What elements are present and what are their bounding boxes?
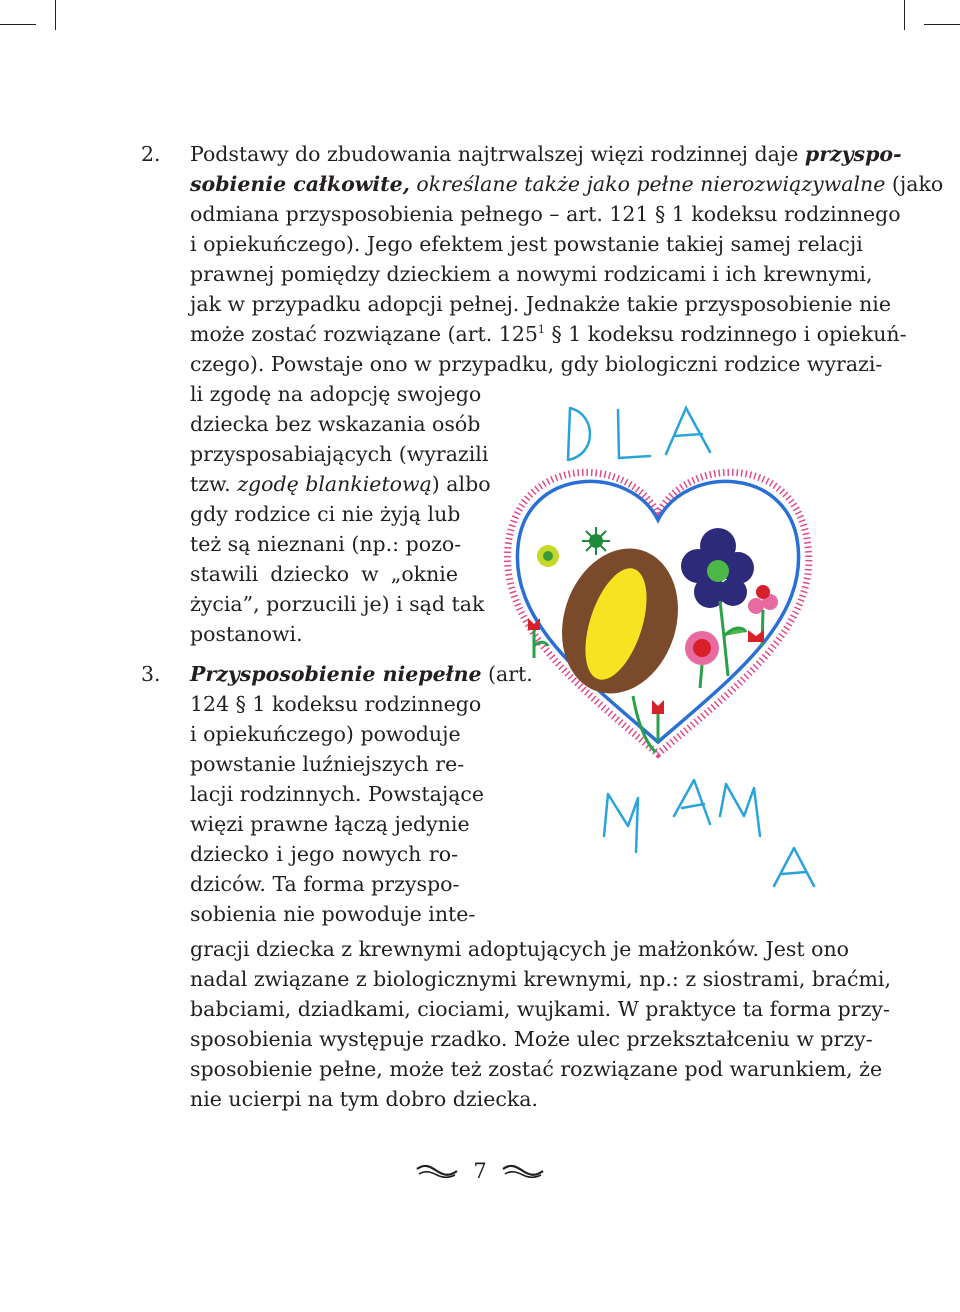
heart-drawing-illustration — [488, 396, 828, 906]
text-line: sposobienie pełne, może też zostać rozwiązane pod warunkiem, że — [190, 1057, 883, 1081]
text-line: dziecka bez wskazania osób — [190, 412, 481, 436]
text-line: i opiekuńczego) powoduje — [190, 722, 461, 746]
crop-mark — [0, 24, 36, 25]
text-line: więzi prawne łączą jedynie — [190, 812, 470, 836]
small-yellow-flower-illustration — [537, 545, 559, 567]
text-line: Podstawy do zbudowania najtrwalszej więzi rodzinnej daje przyspo- — [190, 142, 902, 166]
text-line: li zgodę na adopcję swojego — [190, 382, 482, 406]
child-drawing — [488, 396, 828, 906]
text-line: życia”, porzucili je) i sąd tak — [190, 592, 485, 616]
text-line: dziców. Ta forma przyspo- — [190, 872, 460, 896]
defined-term: Przysposobienie niepełne — [190, 662, 482, 686]
text-line: stawili dziecko w „oknie — [190, 562, 458, 586]
text-line: i opiekuńczego). Jego efektem jest powstanie takiej samej relacji — [190, 232, 863, 256]
right-ornament-icon — [501, 1161, 545, 1181]
text-line: prawnej pomiędzy dzieckiem a nowymi rodzicami i ich krewnymi, — [190, 262, 873, 286]
text-line: może zostać rozwiązane (art. $125^1$ § 1 kodeksu rodzinnego i opiekuń- — [190, 322, 907, 346]
handwritten-mama-text — [604, 780, 814, 886]
text-line: też są nieznani (np.: pozo- — [190, 532, 462, 556]
crop-mark — [904, 0, 905, 30]
text-line: czego). Powstaje ono w przypadku, gdy biologiczni rodzice wyrazi- — [190, 352, 883, 376]
text-line: Przysposobienie niepełne (art. — [190, 662, 533, 686]
text-line: sobienia nie powoduje inte- — [190, 902, 476, 926]
green-sun-illustration — [582, 527, 610, 555]
crop-mark — [924, 24, 960, 25]
text-line: nadal związane z biologicznymi krewnymi, np.: z siostrami, braćmi, — [190, 967, 891, 991]
large-sunflower-illustration — [544, 533, 696, 752]
superscript: 1 — [537, 323, 545, 336]
text-line: jak w przypadku adopcji pełnej. Jednakże takie przysposobienie nie — [190, 292, 891, 316]
text-line: nie ucierpi na tym dobro dziecka. — [190, 1087, 538, 1111]
list-number-2: 2. — [141, 142, 161, 166]
page-footer — [0, 1154, 960, 1186]
text-line: powstanie luźniejszych re- — [190, 752, 465, 776]
text-line: lacji rodzinnych. Powstające — [190, 782, 485, 806]
text-line: dziecko i jego nowych ro- — [190, 842, 458, 866]
defined-term: sobienie całkowite, — [190, 172, 410, 196]
list-number-3: 3. — [141, 662, 161, 686]
text-line: tzw. zgodę blankietową) albo — [190, 472, 491, 496]
text-line: przysposabiających (wyrazili — [190, 442, 489, 466]
left-ornament-icon — [415, 1161, 459, 1181]
bottom-tulip-illustration — [652, 700, 664, 741]
text-line: sobienie całkowite, określane także jako pełne nierozwiązywalne (jako — [190, 172, 944, 196]
crop-mark — [55, 0, 56, 30]
text-line: gracji dziecka z krewnymi adoptujących je małżonków. Jest ono — [190, 937, 849, 961]
defined-term: przyspo- — [804, 142, 902, 166]
text-line: odmiana przysposobienia pełnego – art. 121 § 1 kodeksu rodzinnego — [190, 202, 901, 226]
text-line: postanowi. — [190, 622, 303, 646]
page-number: 7 — [473, 1158, 487, 1183]
text-line: 124 § 1 kodeksu rodzinnego — [190, 692, 482, 716]
red-pink-flower-illustration — [685, 631, 719, 688]
text-line: gdy rodzice ci nie żyją lub — [190, 502, 461, 526]
pink-flower-illustration — [748, 585, 778, 646]
text-line: sposobienia występuje rzadko. Może ulec przekształceniu w przy- — [190, 1027, 873, 1051]
text-line: babciami, dziadkami, ciociami, wujkami. W praktyce ta forma przy- — [190, 997, 890, 1021]
handwritten-dla-text — [568, 408, 710, 460]
